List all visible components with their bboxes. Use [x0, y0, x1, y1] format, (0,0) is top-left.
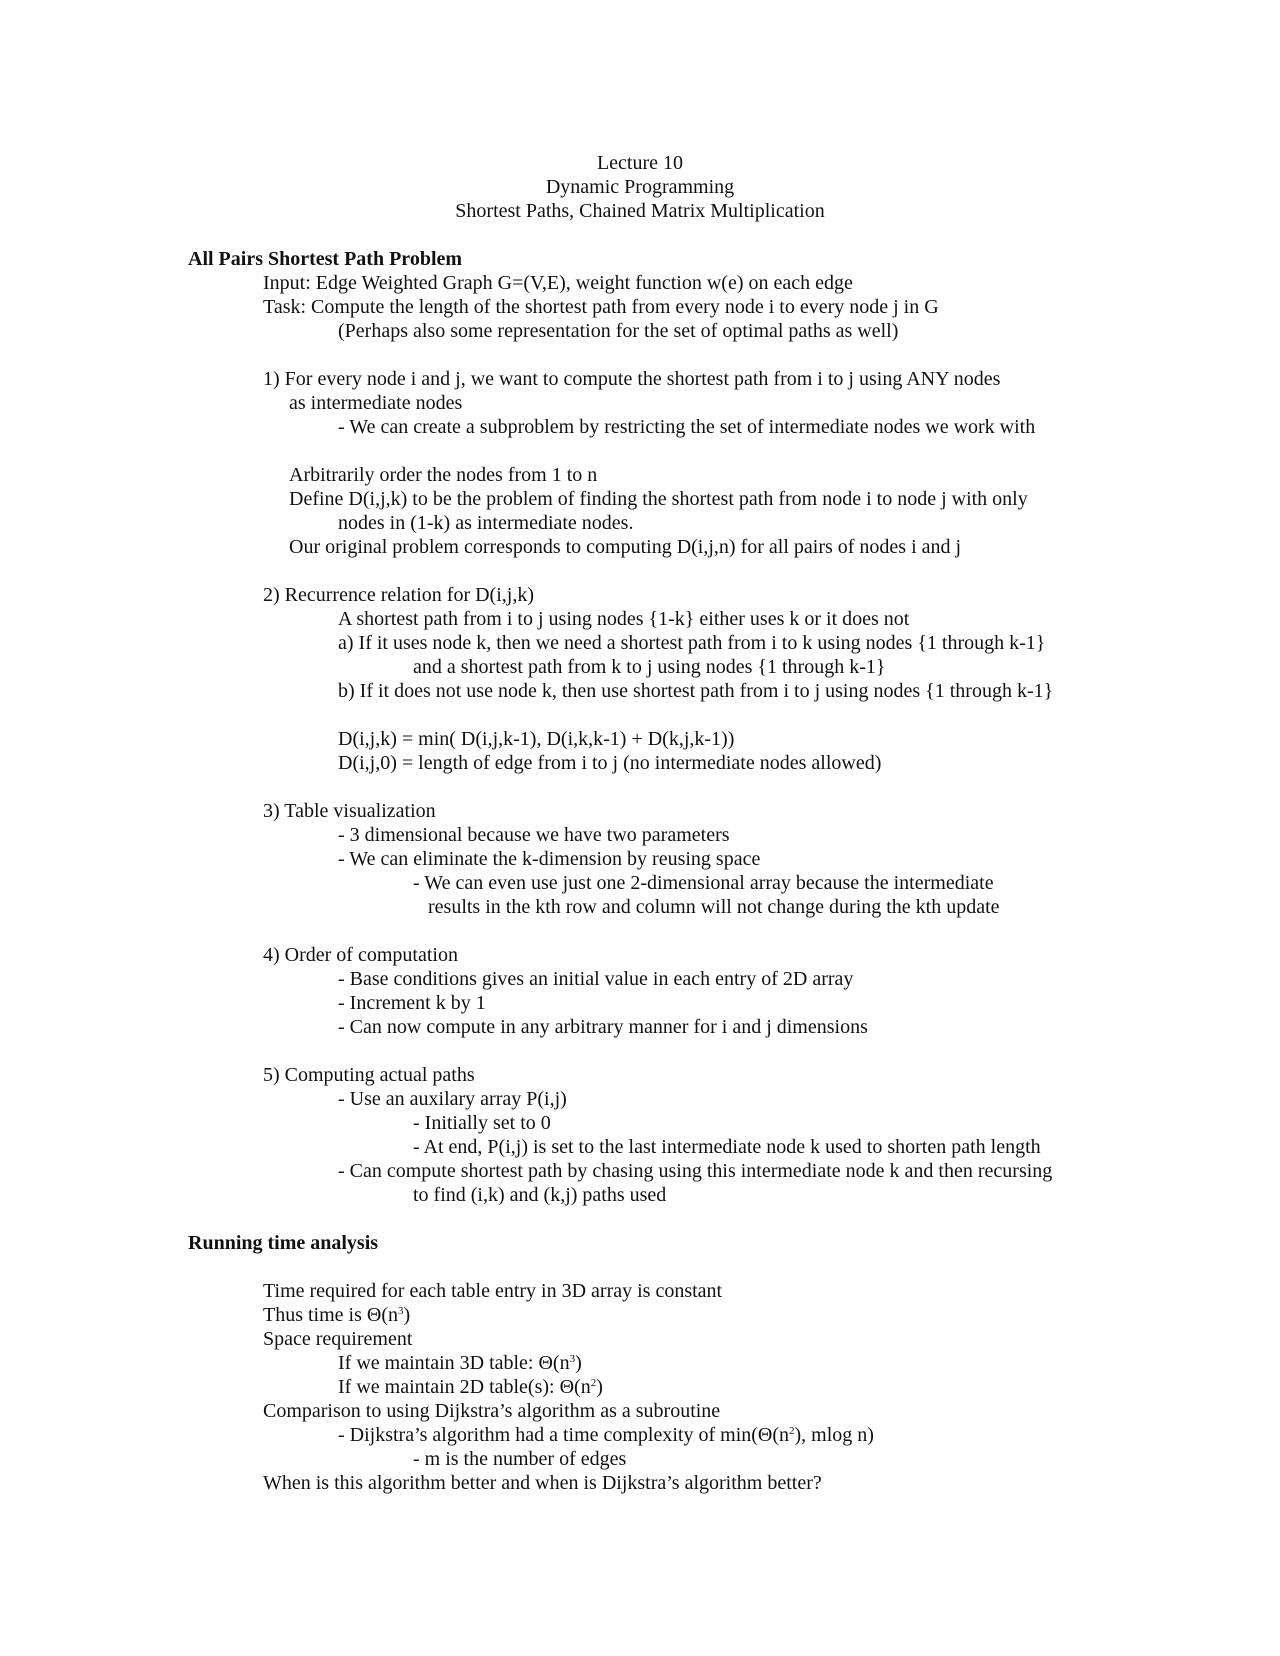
- step2-formula1: D(i,j,k) = min( D(i,j,k-1), D(i,k,k-1) + D(k,j,k-1)): [338, 728, 735, 750]
- step1-line2: as intermediate nodes: [289, 392, 463, 414]
- step5-bullet1a: - Initially set to 0: [413, 1112, 551, 1134]
- step4-bullet3: - Can now compute in any arbitrary manner for i and j dimensions: [338, 1016, 868, 1038]
- runtime-line6: Comparison to using Dijkstra’s algorithm as a subroutine: [263, 1400, 721, 1422]
- step2-case-a2: and a shortest path from k to j using nodes {1 through k-1}: [413, 656, 886, 678]
- step4-bullet2: - Increment k by 1: [338, 992, 486, 1014]
- lecture-topic: Dynamic Programming: [545, 176, 735, 198]
- step1-bullet: - We can create a subproblem by restricting the set of intermediate nodes we work with: [338, 416, 1036, 438]
- step2-formula2: D(i,j,0) = length of edge from i to j (no intermediate nodes allowed): [338, 752, 882, 774]
- step3-bullet3a: - We can even use just one 2-dimensional array because the intermediate: [413, 872, 994, 894]
- step1-define1: Define D(i,j,k) to be the problem of finding the shortest path from node i to node j with only: [289, 488, 1028, 510]
- step2-case-a1: a) If it uses node k, then we need a shortest path from i to k using nodes {1 through k-1}: [338, 632, 1046, 654]
- runtime-line7: - Dijkstra’s algorithm had a time complexity of $\min(\Theta(n^2)$, mlog n): [338, 1424, 874, 1446]
- step5-bullet1b: - At end, P(i,j) is set to the last intermediate node k used to shorten path length: [413, 1136, 1041, 1158]
- lecture-number: Lecture 10: [596, 152, 684, 174]
- step3-bullet3b: results in the kth row and column will not change during the kth update: [428, 896, 1000, 918]
- step3-bullet1: - 3 dimensional because we have two parameters: [338, 824, 730, 846]
- section-heading-running-time: Running time analysis: [188, 1232, 379, 1254]
- runtime-line9: When is this algorithm better and when is Dijkstra’s algorithm better?: [263, 1472, 822, 1494]
- step5-bullet2a: - Can compute shortest path by chasing using this intermediate node k and then recursing: [338, 1160, 1053, 1182]
- step1-line1: 1) For every node i and j, we want to compute the shortest path from i to j using ANY nodes: [263, 368, 1001, 390]
- step5-bullet1: - Use an auxilary array P(i,j): [338, 1088, 567, 1110]
- step3-bullet2: - We can eliminate the k-dimension by reusing space: [338, 848, 761, 870]
- step2-case-b: b) If it does not use node k, then use shortest path from i to j using nodes {1 through k-1}: [338, 680, 1054, 702]
- step2-line1: A shortest path from i to j using nodes {1-k} either uses k or it does not: [338, 608, 910, 630]
- step5-bullet2b: to find (i,k) and (k,j) paths used: [413, 1184, 667, 1206]
- problem-input: Input: Edge Weighted Graph G=(V,E), weight function w(e) on each edge: [263, 272, 853, 294]
- runtime-line5: If we maintain 2D table(s): $\Theta(n^2)$: [338, 1376, 603, 1398]
- lecture-subtopics: Shortest Paths, Chained Matrix Multiplication: [455, 200, 825, 222]
- step1-define2: nodes in (1-k) as intermediate nodes.: [338, 512, 634, 534]
- step4-bullet1: - Base conditions gives an initial value in each entry of 2D array: [338, 968, 854, 990]
- step5-title: 5) Computing actual paths: [263, 1064, 475, 1086]
- step4-title: 4) Order of computation: [263, 944, 458, 966]
- runtime-line4: If we maintain 3D table: $\Theta(n^3)$: [338, 1352, 582, 1374]
- runtime-line8: - m is the number of edges: [413, 1448, 627, 1470]
- runtime-line1: Time required for each table entry in 3D array is constant: [263, 1280, 723, 1302]
- runtime-line2: Thus time is $\Theta(n^3)$: [263, 1304, 411, 1326]
- runtime-line3: Space requirement: [263, 1328, 413, 1350]
- step3-title: 3) Table visualization: [263, 800, 436, 822]
- problem-task: Task: Compute the length of the shortest path from every node i to every node j in G: [263, 296, 939, 318]
- step1-order: Arbitrarily order the nodes from 1 to n: [289, 464, 598, 486]
- section-heading-apsp: All Pairs Shortest Path Problem: [188, 248, 463, 270]
- step2-title: 2) Recurrence relation for D(i,j,k): [263, 584, 534, 606]
- problem-task-note: (Perhaps also some representation for the set of optimal paths as well): [338, 320, 899, 342]
- step1-original: Our original problem corresponds to computing D(i,j,n) for all pairs of nodes i and j: [289, 536, 962, 558]
